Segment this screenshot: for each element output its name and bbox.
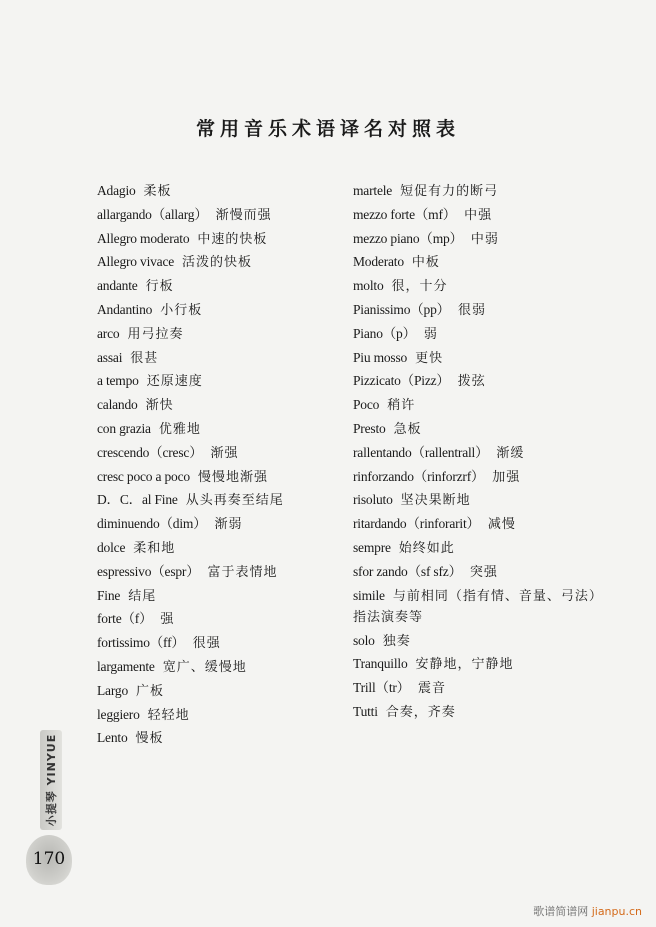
entry-meaning: 中强: [464, 207, 493, 223]
glossary-entry: [97, 513, 347, 537]
entry-meaning: 优雅地: [158, 421, 201, 437]
entry-meaning: 渐弱: [214, 517, 243, 533]
entry-meaning: 很弱: [457, 302, 486, 318]
glossary-entry: [97, 251, 347, 275]
entry-term: Adagio: [97, 183, 136, 198]
entry-meaning: 活泼的快板: [182, 255, 253, 271]
entry-term: Allegro vivace: [97, 254, 175, 270]
glossary-entry: [97, 489, 347, 513]
entry-term: Largo: [97, 682, 128, 698]
entry-term: Andantino: [97, 301, 153, 317]
right-column: [353, 180, 598, 725]
entry-meaning: 很甚: [130, 350, 159, 366]
glossary-entry: [97, 323, 347, 347]
entry-meaning: 慢板: [135, 731, 164, 747]
glossary-entry: [353, 299, 598, 323]
entry-term: con grazia: [97, 420, 151, 436]
entry-term: sempre: [353, 539, 391, 555]
glossary-entry: [353, 677, 598, 701]
glossary-entry: [97, 561, 347, 585]
entry-meaning: 广板: [136, 683, 165, 699]
entry-meaning: 震音: [417, 681, 446, 697]
glossary-entry: [97, 228, 347, 252]
glossary-entry: [97, 585, 347, 609]
entry-meaning: 柔和地: [133, 540, 176, 556]
entry-term: Piano（p）: [353, 325, 416, 341]
glossary-entry: [97, 727, 347, 751]
entry-term: Tutti: [353, 703, 378, 719]
entry-meaning: 慢慢地渐强: [197, 469, 268, 485]
glossary-entry: [353, 418, 598, 442]
entry-meaning: 中弱: [470, 231, 499, 247]
entry-term: arco: [97, 325, 120, 341]
entry-term: espressivo（espr）: [97, 563, 200, 579]
entry-term: rinforzando（rinforzrf）: [353, 468, 485, 484]
entry-meaning: 中板: [411, 255, 440, 271]
entry-term: andante: [97, 278, 138, 294]
entry-term: Lento: [97, 730, 128, 746]
entry-meaning: 从头再奏至结尾: [185, 493, 284, 509]
glossary-entry: [353, 701, 598, 725]
entry-term: Fine: [97, 587, 121, 603]
entry-term: leggiero: [97, 706, 140, 722]
glossary-entry: [97, 680, 347, 704]
entry-meaning: 宽广、缓慢地: [162, 659, 247, 675]
entry-term: mezzo piano（mp）: [353, 230, 463, 246]
entry-term: risoluto: [353, 492, 393, 508]
glossary-entry: [353, 630, 598, 654]
entry-term: simile: [353, 587, 385, 603]
glossary-entry: [353, 347, 598, 371]
entry-term: crescendo（cresc）: [97, 444, 203, 460]
page-number-badge: [26, 835, 72, 885]
glossary-entry: [97, 608, 347, 632]
entry-meaning: 独奏: [382, 633, 411, 649]
entry-meaning: 更快: [415, 350, 444, 366]
entry-meaning: 坚决果断地: [400, 493, 471, 509]
entry-term: Pizzicato（Pizz）: [353, 373, 450, 389]
glossary-entry: [353, 323, 598, 347]
entry-meaning: 还原速度: [146, 374, 203, 390]
glossary-entry: [97, 370, 347, 394]
glossary-entry: [353, 251, 598, 275]
entry-term: cresc poco a poco: [97, 468, 190, 484]
entry-meaning: 很，十分: [391, 279, 448, 295]
glossary-entry: [353, 394, 598, 418]
glossary-entry: [353, 653, 598, 677]
glossary-entry: [97, 275, 347, 299]
glossary-entry: [353, 180, 598, 204]
glossary-entry: [353, 275, 598, 299]
entry-term: mezzo forte（mf）: [353, 206, 457, 222]
glossary-entry: [353, 585, 598, 628]
entry-term: ritardando（rinforarit）: [353, 516, 480, 532]
entry-meaning: 突强: [469, 564, 498, 580]
entry-term: largamente: [97, 658, 155, 674]
glossary-entry: [353, 228, 598, 252]
entry-term: calando: [97, 397, 138, 413]
entry-term: fortissimo（ff）: [97, 635, 185, 651]
entry-term: forte（f）: [97, 611, 153, 627]
glossary-entry: [353, 466, 598, 490]
entry-meaning: 小行板: [160, 302, 203, 318]
glossary-entry: [97, 394, 347, 418]
entry-meaning: 渐慢而强: [215, 207, 272, 223]
entry-term: Tranquillo: [353, 656, 408, 672]
entry-meaning: 加强: [492, 469, 521, 485]
entry-meaning: 拨弦: [457, 374, 486, 390]
entry-term: Trill（tr）: [353, 680, 410, 696]
spine-text: 小提琴 YINYUE: [45, 733, 58, 827]
entry-term: Allegro moderato: [97, 230, 190, 246]
glossary-entry: [353, 561, 598, 585]
glossary-entry: [97, 180, 347, 204]
spine-tab: [40, 730, 62, 830]
entry-term: diminuendo（dim）: [97, 516, 207, 532]
entry-term: Pianissimo（pp）: [353, 301, 450, 317]
entry-term: molto: [353, 278, 384, 294]
glossary-entry: [97, 299, 347, 323]
entry-meaning: 短促有力的断弓: [400, 184, 499, 199]
entry-meaning: 柔板: [143, 184, 172, 199]
left-column: [97, 180, 347, 751]
entry-meaning: 合奏，齐奏: [385, 704, 456, 720]
glossary-entry: [97, 442, 347, 466]
entry-meaning: 很强: [192, 636, 221, 652]
entry-term: assai: [97, 349, 123, 365]
entry-term: sfor zando（sf sfz）: [353, 563, 462, 579]
glossary-entry: [97, 347, 347, 371]
watermark: [533, 903, 642, 919]
entry-meaning: 强: [160, 612, 175, 628]
watermark-site-name: 歌谱简谱网: [533, 905, 589, 918]
entry-term: Moderato: [353, 254, 404, 270]
entry-term: martele: [353, 183, 393, 198]
glossary-entry: [353, 537, 598, 561]
entry-meaning: 稍许: [387, 398, 416, 414]
entry-meaning: 与前相同（指有情、音量、弓法）指法演奏等: [353, 588, 597, 625]
page-title: 常用音乐术语译名对照表: [195, 118, 460, 140]
glossary-entry: [353, 370, 598, 394]
entry-meaning: 结尾: [128, 588, 157, 604]
page-number: 170: [32, 849, 66, 869]
glossary-entry: [97, 704, 347, 728]
entry-term: allargando（allarg）: [97, 206, 208, 222]
glossary-entry: [97, 537, 347, 561]
watermark-url: jianpu.cn: [591, 905, 642, 918]
entry-term: rallentando（rallentrall）: [353, 444, 489, 460]
entry-term: dolce: [97, 539, 126, 555]
glossary-entry: [353, 489, 598, 513]
entry-term: D．C．al Fine: [97, 492, 178, 508]
entry-meaning: 中速的快板: [197, 231, 268, 247]
entry-meaning: 用弓拉奏: [127, 326, 184, 342]
glossary-entry: [97, 418, 347, 442]
entry-term: a tempo: [97, 373, 139, 389]
entry-meaning: 弱: [423, 326, 438, 342]
entry-meaning: 轻轻地: [147, 707, 190, 723]
glossary-entry: [97, 466, 347, 490]
entry-meaning: 减慢: [487, 517, 516, 533]
glossary-entry: [353, 513, 598, 537]
entry-term: Presto: [353, 420, 386, 436]
entry-term: Poco: [353, 397, 380, 413]
glossary-entry: [97, 632, 347, 656]
entry-meaning: 富于表情地: [207, 564, 278, 580]
entry-meaning: 渐缓: [496, 445, 525, 461]
entry-term: Piu mosso: [353, 349, 408, 365]
entry-term: solo: [353, 632, 375, 648]
entry-meaning: 行板: [145, 279, 174, 295]
glossary-entry: [97, 204, 347, 228]
entry-meaning: 渐快: [145, 398, 174, 414]
entry-meaning: 渐强: [210, 445, 239, 461]
glossary-entry: [353, 204, 598, 228]
glossary-entry: [97, 656, 347, 680]
entry-meaning: 急板: [393, 421, 422, 437]
entry-meaning: 安静地，宁静地: [415, 657, 514, 673]
glossary-entry: [353, 442, 598, 466]
entry-meaning: 始终如此: [398, 540, 455, 556]
